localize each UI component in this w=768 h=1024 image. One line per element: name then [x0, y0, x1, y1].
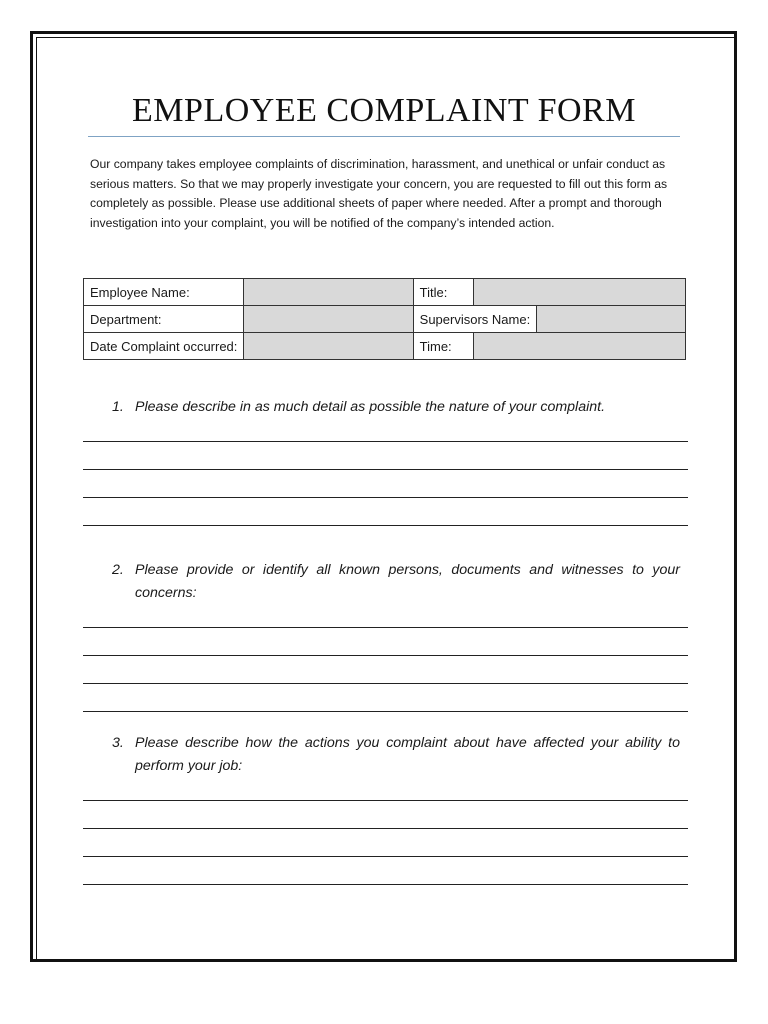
- question-1-number: 1.: [112, 399, 124, 415]
- answer-line-2-4[interactable]: [83, 711, 688, 712]
- date-complaint-field[interactable]: [244, 333, 413, 360]
- answer-line-2-3[interactable]: [83, 683, 688, 684]
- answer-line-3-2[interactable]: [83, 828, 688, 829]
- answer-line-1-4[interactable]: [83, 525, 688, 526]
- answer-line-3-3[interactable]: [83, 856, 688, 857]
- answer-line-2-2[interactable]: [83, 655, 688, 656]
- answer-line-2-1[interactable]: [83, 627, 688, 628]
- info-row-2: [84, 306, 686, 333]
- answer-line-3-4[interactable]: [83, 884, 688, 885]
- form-title: EMPLOYEE COMPLAINT FORM: [132, 92, 636, 129]
- department-label: Department:: [84, 306, 244, 333]
- answer-line-3-1[interactable]: [83, 800, 688, 801]
- question-1-text: Please describe in as much detail as possible the nature of your complaint.: [135, 399, 606, 415]
- question-2-number: 2.: [112, 562, 124, 578]
- question-2-text: Please provide or identify all known persons, documents and witnesses to your concerns:: [135, 562, 680, 601]
- department-field[interactable]: [244, 306, 413, 333]
- time-field[interactable]: [473, 333, 685, 360]
- title-field[interactable]: [473, 279, 685, 306]
- info-row-3: [84, 333, 686, 360]
- question-3-number: 3.: [112, 735, 124, 751]
- answer-line-1-1[interactable]: [83, 441, 688, 442]
- answer-line-1-2[interactable]: [83, 469, 688, 470]
- question-2: [112, 559, 680, 605]
- title-divider: [88, 136, 680, 137]
- title-label: Title:: [413, 279, 473, 306]
- date-complaint-label: Date Complaint occurred:: [84, 333, 244, 360]
- time-label: Time:: [413, 333, 473, 360]
- employee-name-label: Employee Name:: [84, 279, 244, 306]
- question-1: [112, 396, 680, 419]
- info-row-1: [84, 279, 686, 306]
- supervisors-name-field[interactable]: [537, 306, 686, 333]
- answer-line-1-3[interactable]: [83, 497, 688, 498]
- employee-info-table: [83, 278, 686, 360]
- question-3-text: Please describe how the actions you complaint about have affected your ability to perform your job:: [135, 735, 680, 774]
- employee-name-field[interactable]: [244, 279, 413, 306]
- question-3: [112, 732, 680, 778]
- intro-paragraph: Our company takes employee complaints of discrimination, harassment, and unethical or unfair conduct as serious matters. So that we may properly investigate your concern, you are requested to fill out this form as completely as possible. Please use additional sheets of paper where needed. After a prompt and thorough investigation into your complaint, you will be notified of the company’s intended action.: [90, 157, 668, 230]
- supervisors-name-label: Supervisors Name:: [413, 306, 537, 333]
